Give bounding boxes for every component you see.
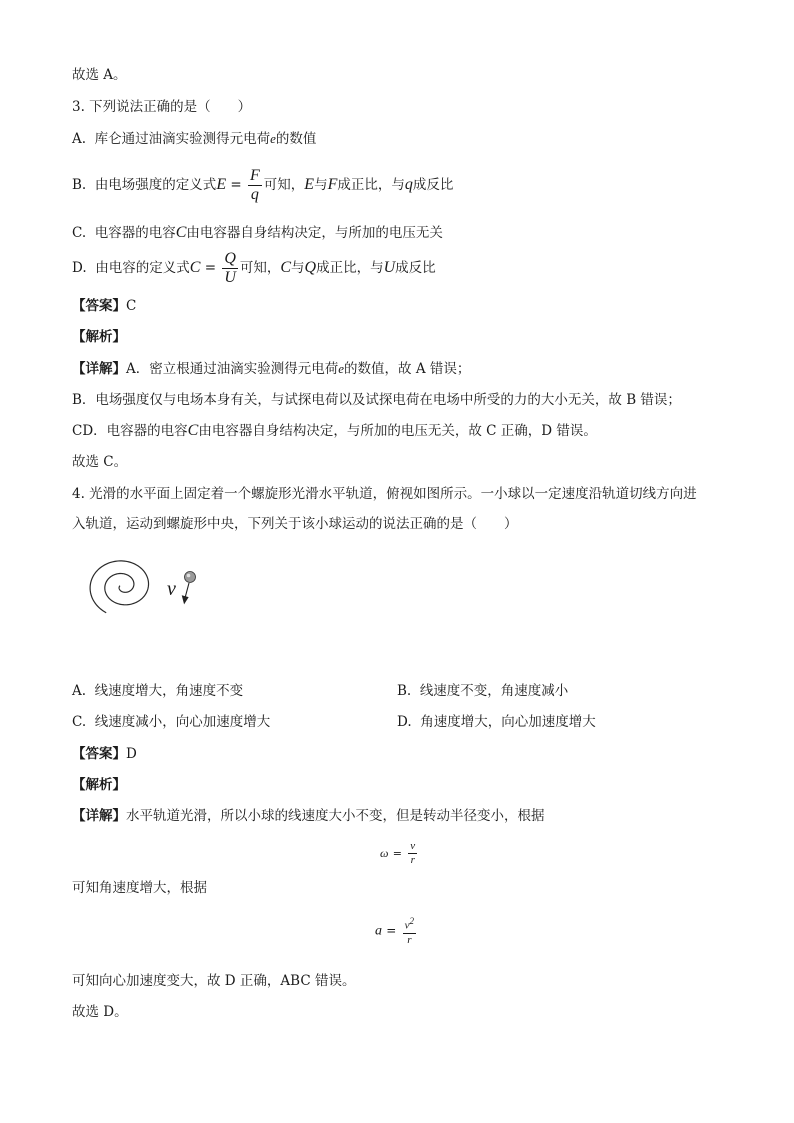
- denominator: r: [407, 933, 412, 946]
- option-text: 由电场强度的定义式: [94, 177, 217, 193]
- var-F: F: [327, 176, 338, 193]
- fraction-f-over-q: [248, 167, 262, 204]
- detail-text: A．密立根通过油滴实验测得元电荷: [126, 361, 339, 377]
- fraction-v-over-r: [408, 840, 417, 867]
- option-text: 角速度增大，向心加速度增大: [420, 714, 596, 730]
- var-U: U: [383, 259, 396, 276]
- var-C: C: [187, 422, 199, 439]
- q3-detail-a: [72, 359, 470, 379]
- option-text: 线速度增大，角速度不变: [94, 683, 244, 699]
- var-e: e: [338, 361, 345, 376]
- q3-answer: [72, 296, 136, 316]
- answer-value: D: [126, 746, 137, 762]
- q4-option-d: [397, 712, 596, 732]
- option-text: 线速度不变，角速度减小: [419, 683, 569, 699]
- option-label: B.: [397, 683, 412, 699]
- option-text: 成反比: [412, 177, 454, 193]
- var-C: C: [280, 259, 292, 276]
- q4-option-c: [72, 712, 270, 732]
- spiral-track: [90, 561, 148, 613]
- option-label: B.: [72, 177, 87, 193]
- q3-analysis-tag: [72, 327, 126, 347]
- numerator-base: v: [404, 919, 410, 932]
- q3-option-b: [72, 163, 453, 207]
- q3-detail-cd: [72, 421, 597, 441]
- q4-option-a: [72, 681, 243, 701]
- numerator: F: [250, 167, 260, 184]
- var-E: E: [304, 176, 315, 193]
- velocity-label: v: [167, 578, 176, 600]
- detail-text: 水平轨道光滑，所以小球的线速度大小不变，但是转动半径变小，根据: [126, 808, 545, 824]
- analysis-tag: 【解析】: [72, 777, 126, 793]
- option-text: 由电容的定义式: [95, 260, 190, 276]
- q4-option-b: [397, 681, 568, 701]
- fraction-v2-over-r: [403, 915, 416, 947]
- q4-stem-line1: 4. 光滑的水平面上固定着一个螺旋形光滑水平轨道，俯视如图所示。一小球以一定速度沿轨道切线方向进: [72, 486, 697, 502]
- velocity-arrow-icon: [183, 583, 190, 603]
- equals-sign: =: [204, 260, 217, 276]
- q4-conclusion: 故选 D。: [72, 1004, 128, 1020]
- detail-tag: 【详解】: [72, 361, 126, 377]
- q4-analysis-tag: [72, 775, 126, 795]
- q4-after-eq1: 可知角速度增大，根据: [72, 880, 207, 896]
- option-text: 成正比，与: [337, 177, 405, 193]
- exponent: 2: [409, 916, 415, 926]
- option-label: C.: [72, 714, 87, 730]
- numerator: Q: [224, 250, 236, 267]
- prev-conclusion: 故选 A。: [72, 67, 127, 83]
- option-text: 的数值: [275, 131, 317, 147]
- option-text: 线速度减小，向心加速度增大: [94, 714, 271, 730]
- equation-centripetal: [375, 915, 418, 947]
- denominator: U: [224, 269, 236, 286]
- answer-tag: 【答案】: [72, 298, 126, 314]
- spiral-track-figure: [66, 540, 216, 650]
- option-text: 库仑通过油滴实验测得元电荷: [94, 131, 271, 147]
- equation-omega: [380, 840, 419, 867]
- option-text: 电容器的电容: [94, 225, 176, 241]
- var-Q: Q: [304, 259, 317, 276]
- fraction-q-over-u: [222, 250, 238, 287]
- q4-stem-line2: 入轨道，运动到螺旋形中央，下列关于该小球运动的说法正确的是（ ）: [72, 516, 518, 532]
- option-label: D.: [72, 260, 87, 276]
- q3-option-a: [72, 129, 316, 149]
- var-q: q: [404, 176, 413, 193]
- option-text: 与: [291, 260, 305, 276]
- option-text: 由电容器自身结构决定，与所加的电压无关: [186, 225, 443, 241]
- q4-after-eq2: 可知向心加速度变大，故 D 正确，ABC 错误。: [72, 973, 356, 989]
- equals-sign: =: [392, 847, 402, 860]
- denominator: r: [410, 854, 415, 866]
- var-E: E: [216, 176, 227, 193]
- numerator: [403, 915, 416, 934]
- option-label: C.: [72, 225, 87, 241]
- q4-answer: [72, 744, 137, 764]
- option-text: 与: [314, 177, 328, 193]
- q3-conclusion: 故选 C。: [72, 454, 128, 470]
- q3-option-d: [72, 246, 436, 290]
- eq-lhs: ω: [380, 846, 389, 860]
- q3-detail-b: B．电场强度仅与电场本身有关，与试探电荷以及试探电荷在电场中所受的力的大小无关，故 B 错误；: [72, 392, 681, 408]
- numerator: v: [410, 840, 416, 852]
- option-text: 可知，: [263, 177, 305, 193]
- detail-text: 的数值，故 A 错误；: [344, 361, 471, 377]
- option-text: 成正比，与: [316, 260, 384, 276]
- answer-tag: 【答案】: [72, 746, 126, 762]
- equals-sign: =: [230, 177, 242, 193]
- q3-option-c: [72, 223, 443, 243]
- detail-text: 由电容器自身结构决定，与所加的电压无关，故 C 正确，D 错误。: [198, 423, 597, 439]
- var-C: C: [189, 259, 201, 276]
- q4-detail: [72, 806, 545, 826]
- spiral-path: [90, 561, 148, 613]
- option-text: 成反比: [395, 260, 436, 276]
- q3-stem: 3. 下列说法正确的是（ ）: [72, 99, 252, 115]
- eq-lhs: a: [375, 923, 382, 939]
- detail-text: CD．电容器的电容: [72, 423, 188, 439]
- equals-sign: =: [386, 923, 397, 938]
- var-C: C: [175, 224, 187, 241]
- var-e: e: [270, 131, 276, 146]
- ball-icon: [185, 572, 196, 583]
- option-label: A.: [72, 131, 87, 147]
- option-label: A.: [72, 683, 87, 699]
- option-text: 可知，: [239, 260, 281, 276]
- denominator: q: [250, 186, 259, 203]
- option-label: D.: [397, 714, 412, 730]
- analysis-tag: 【解析】: [72, 329, 126, 345]
- answer-value: C: [126, 298, 137, 314]
- detail-tag: 【详解】: [72, 808, 126, 824]
